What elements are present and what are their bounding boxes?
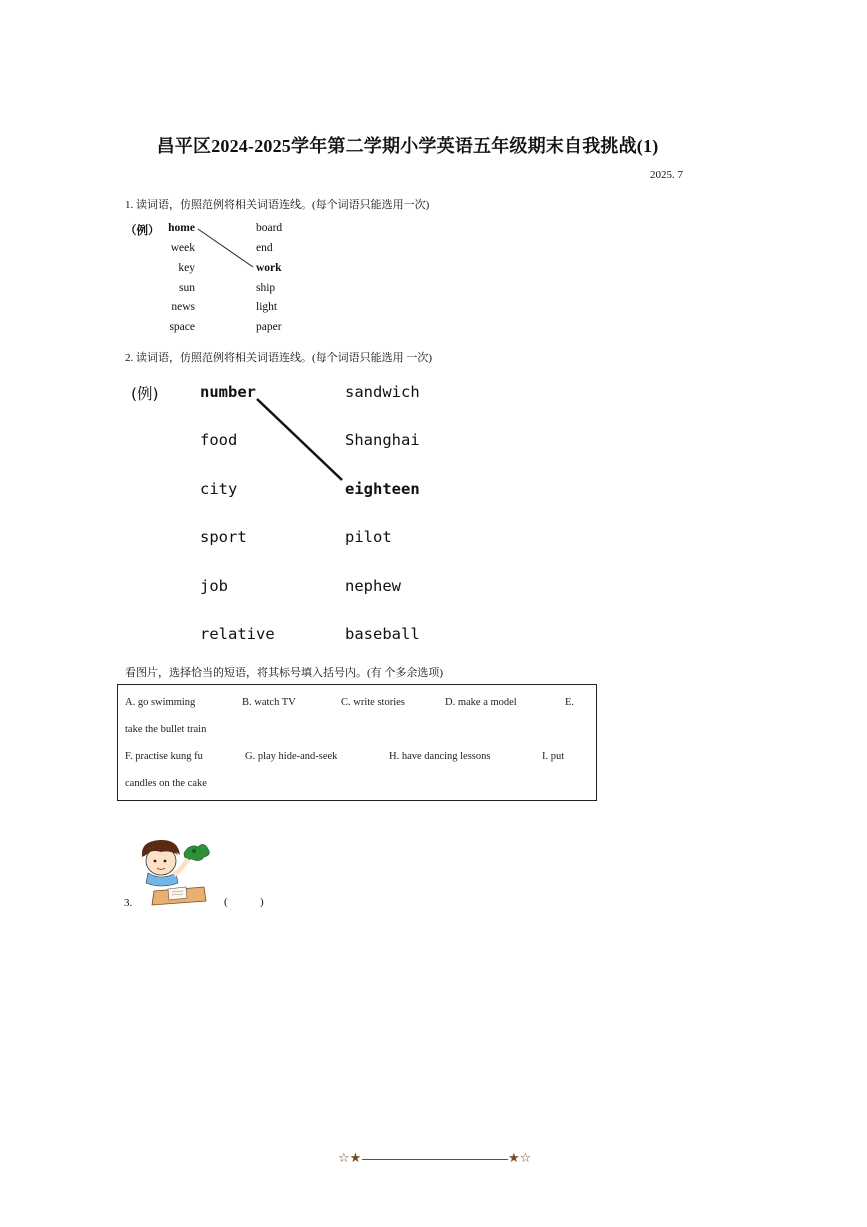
date-label: 2025. 7 <box>650 169 683 181</box>
boy-writing-illustration <box>134 835 214 910</box>
item-number-3: 3. <box>124 897 133 909</box>
q2-right-word: nephew <box>345 577 401 595</box>
q2-right-word: sandwich <box>345 383 420 401</box>
q2-left-word: number <box>200 383 256 401</box>
option-g: G. play hide-and-seek <box>245 751 338 762</box>
q2-left-word: sport <box>200 528 247 546</box>
q2-right-word: Shanghai <box>345 431 420 449</box>
option-e: E. <box>565 697 575 708</box>
q1-left-word: key <box>178 262 195 274</box>
q1-example-line <box>0 0 867 400</box>
q1-instruction: 1. 读词语，仿照范例将相关词语连线。(每个词语只能选用一次) <box>125 199 430 211</box>
q2-example-line <box>0 360 867 520</box>
option-i: I. put <box>542 751 565 762</box>
option-h: H. have dancing lessons <box>389 751 491 762</box>
footer-divider <box>362 1159 508 1160</box>
q1-left-word: week <box>170 242 195 254</box>
option-c: C. write stories <box>341 697 405 708</box>
q1-right-word: light <box>256 301 278 313</box>
q3-instruction: 看图片，选择恰当的短语，将其标号填入括号内。(有 个多余选项) <box>125 667 444 679</box>
footer-stars-right: ★☆ <box>508 1151 532 1166</box>
footer-stars-left: ☆★ <box>338 1151 362 1166</box>
option-f: F. practise kung fu <box>125 751 203 762</box>
q1-left-word: space <box>169 321 195 333</box>
footer-ornament <box>338 1151 534 1167</box>
q2-left-word: city <box>200 480 238 498</box>
option-a: A. go swimming <box>125 697 196 708</box>
q1-right-word: end <box>256 242 273 254</box>
q1-right-word: ship <box>256 282 276 294</box>
q1-left-word: news <box>171 301 195 313</box>
q1-left-word: home <box>168 222 195 234</box>
option-d: D. make a model <box>445 697 517 708</box>
page-title: 昌平区2024-2025学年第二学期小学英语五年级期末自我挑战(1) <box>156 136 659 156</box>
q2-right-word: eighteen <box>345 480 420 498</box>
option-i-text: candles on the cake <box>125 778 207 789</box>
q2-left-word: food <box>200 431 238 449</box>
option-e-text: take the bullet train <box>125 724 207 735</box>
q2-example-label: (例) <box>131 385 159 403</box>
q1-right-word: paper <box>256 321 282 333</box>
q2-right-word: pilot <box>345 528 392 546</box>
q2-instruction: 2. 读词语，仿照范例将相关词语连线。(每个词语只能选用 一次) <box>125 352 433 364</box>
q1-right-word: work <box>256 262 282 274</box>
q1-example-label: （例） <box>125 225 160 237</box>
option-b: B. watch TV <box>242 697 296 708</box>
q2-left-word: job <box>200 577 228 595</box>
q2-left-word: relative <box>200 625 275 643</box>
answer-paren-close: ) <box>260 896 264 908</box>
q2-right-word: baseball <box>345 625 420 643</box>
q1-left-word: sun <box>179 282 195 294</box>
q1-right-word: board <box>256 222 283 234</box>
answer-paren-open: ( <box>224 896 228 908</box>
